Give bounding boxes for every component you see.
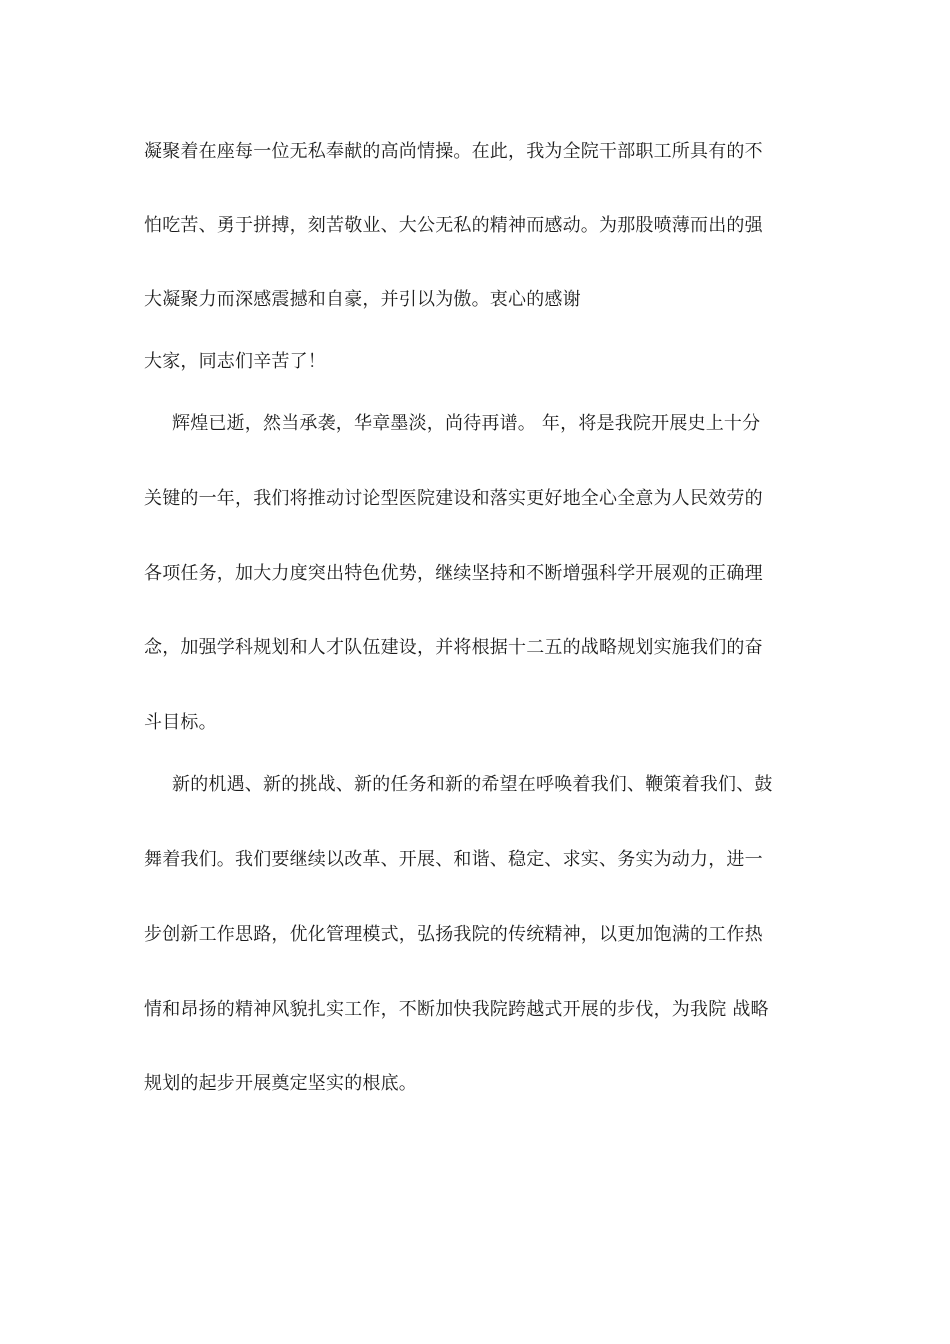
text-line: 凝聚着在座每一位无私奉献的高尚情操。在此，我为全院干部职工所具有的不	[144, 141, 763, 162]
text-line: 步创新工作思路，优化管理模式，弘扬我院的传统精神，以更加饱满的工作热	[144, 924, 763, 945]
text-line: 情和昂扬的精神风貌扎实工作，不断加快我院跨越式开展的步伐，为我院 战略	[144, 999, 769, 1020]
text-line: 念，加强学科规划和人才队伍建设，并将根据十二五的战略规划实施我们的奋	[144, 637, 763, 658]
paragraph-start-line: 辉煌已逝，然当承袭，华章墨淡，尚待再谱。 年，将是我院开展史上十分	[172, 413, 761, 434]
text-line: 规划的起步开展奠定坚实的根底。	[144, 1073, 417, 1094]
text-line: 关键的一年，我们将推动讨论型医院建设和落实更好地全心全意为人民效劳的	[144, 488, 763, 509]
text-line: 怕吃苦、勇于拼搏，刻苦敬业、大公无私的精神而感动。为那股喷薄而出的强	[144, 215, 763, 236]
paragraph-start-line: 新的机遇、新的挑战、新的任务和新的希望在呼唤着我们、鞭策着我们、鼓	[172, 774, 773, 795]
text-line: 大凝聚力而深感震撼和自豪，并引以为傲。衷心的感谢	[144, 289, 581, 310]
text-line: 舞着我们。我们要继续以改革、开展、和谐、稳定、求实、务实为动力，进一	[144, 849, 763, 870]
text-line: 各项任务，加大力度突出特色优势，继续坚持和不断增强科学开展观的正确理	[144, 563, 763, 584]
text-line: 斗目标。	[144, 712, 217, 733]
text-line: 大家，同志们辛苦了！	[144, 351, 326, 372]
